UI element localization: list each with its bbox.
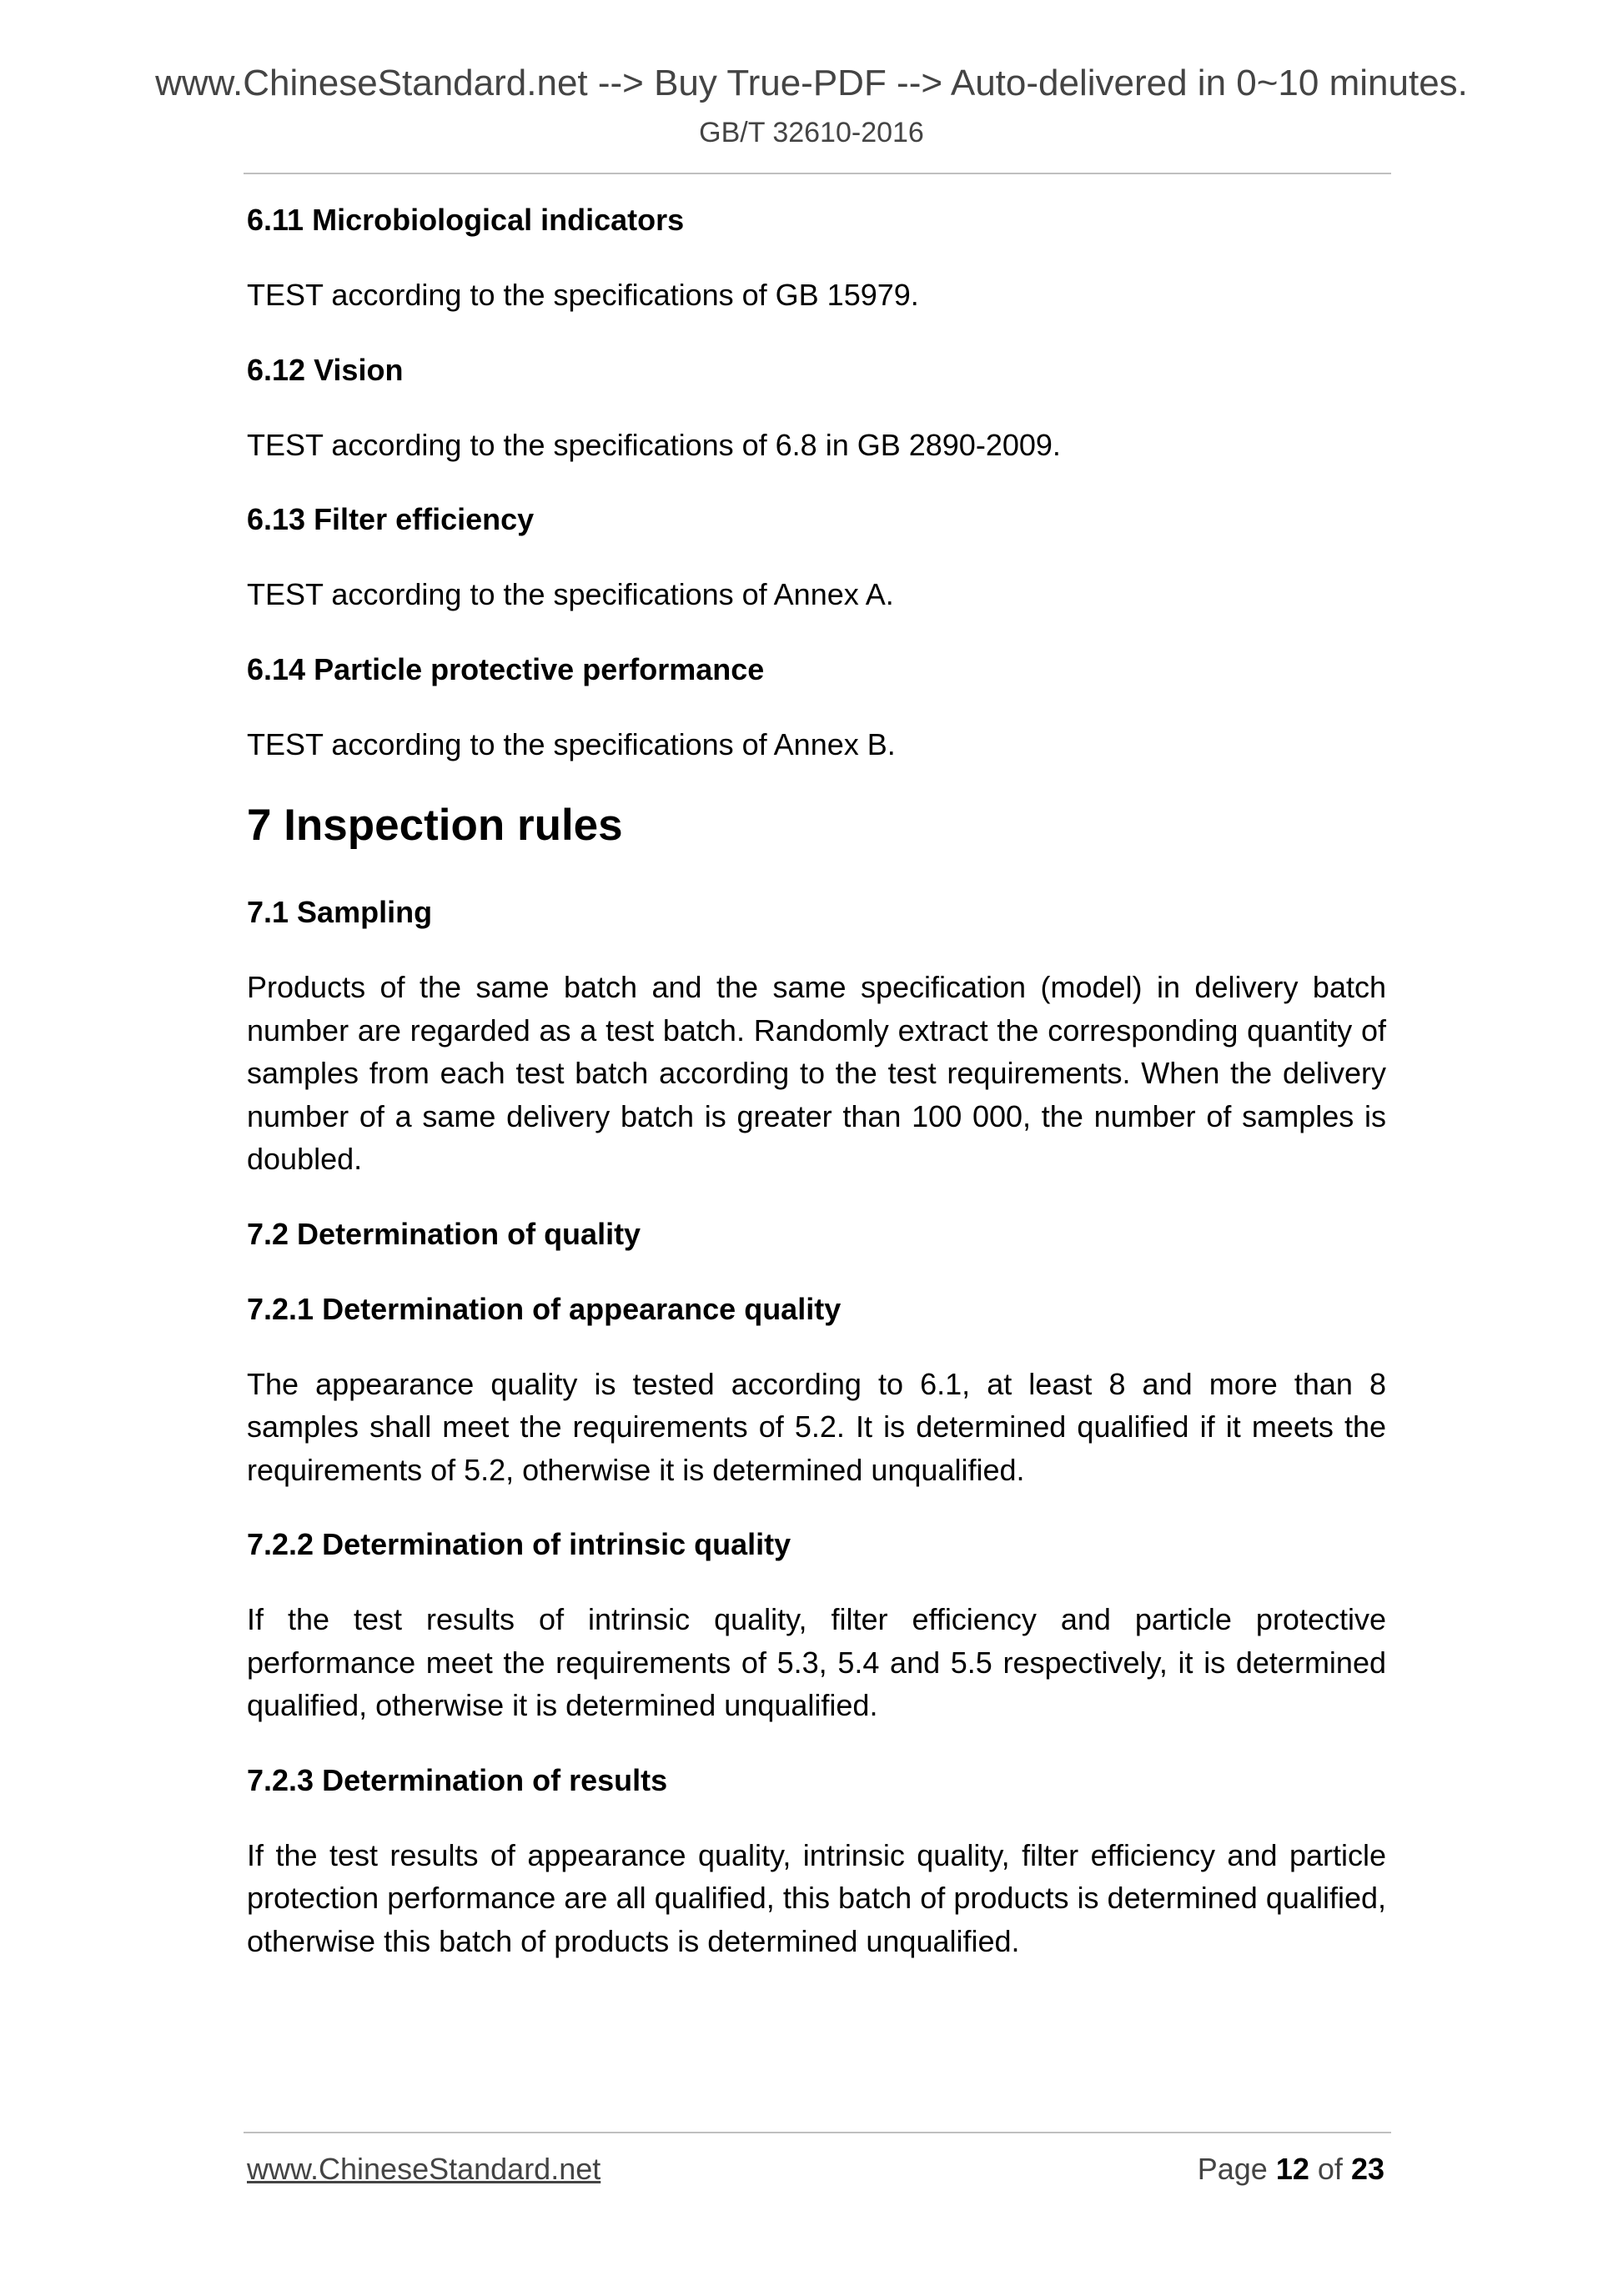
paragraph-6-13: TEST according to the specifications of Annex A. <box>247 577 894 611</box>
heading-6-14: 6.14 Particle protective performance <box>247 651 765 686</box>
heading-6-11: 6.11 Microbiological indicators <box>247 203 685 237</box>
heading-6-12: 6.12 Vision <box>247 352 404 387</box>
page-total: 23 <box>1350 2152 1384 2186</box>
footer-website-link[interactable]: www.ChineseStandard.net <box>247 2152 601 2186</box>
standard-code: GB/T 32610-2016 <box>699 117 924 148</box>
document-body <box>247 198 1386 1994</box>
header-divider <box>244 173 1391 174</box>
heading-7-2-1: 7.2.1 Determination of appearance quality <box>247 1291 842 1326</box>
heading-7-2-2: 7.2.2 Determination of intrinsic quality <box>247 1527 791 1561</box>
paragraph-7-2-3: If the test results of appearance quality, intrinsic quality, filter efficiency and particle protection performance are all qualified, this batch of products is determined qualified, otherwise this batch of products is determined unqualified. <box>247 1837 1386 1958</box>
heading-7: 7 Inspection rules <box>247 801 623 850</box>
footer-divider <box>244 2132 1391 2133</box>
paragraph-7-1: Products of the same batch and the same specification (model) in delivery batch number are regarded as a test batch. Randomly extract the corresponding quantity of samples from each test batch according to the test requirements. When the delivery number of a same delivery batch is greater than 100 000, the number of samples is doubled. <box>247 970 1386 1176</box>
heading-7-2: 7.2 Determination of quality <box>247 1216 641 1251</box>
paragraph-7-2-2: If the test results of intrinsic quality, filter efficiency and particle protective performance meet the requirements of 5.3, 5.4 and 5.5 respectively, it is determined qualified, otherwise it is determined unqualified. <box>247 1602 1386 1722</box>
page-number: 12 <box>1275 2152 1309 2186</box>
page-indicator <box>1198 2152 1384 2187</box>
heading-7-2-3: 7.2.3 Determination of results <box>247 1762 668 1797</box>
heading-7-1: 7.1 Sampling <box>247 895 433 929</box>
heading-6-13: 6.13 Filter efficiency <box>247 502 535 536</box>
top-banner: www.ChineseStandard.net --> Buy True-PDF --> Auto-delivered in 0~10 minutes. <box>155 63 1468 103</box>
paragraph-6-12: TEST according to the specifications of 6.8 in GB 2890-2009. <box>247 427 1061 462</box>
page-of: of <box>1317 2152 1343 2186</box>
page-prefix: Page <box>1197 2152 1268 2186</box>
paragraph-7-2-1: The appearance quality is tested according to 6.1, at least 8 and more than 8 samples shall meet the requirements of 5.2. It is determined qualified if it meets the requirements of 5.2, otherwise it is determined unqualified. <box>247 1366 1386 1487</box>
paragraph-6-11: TEST according to the specifications of GB 15979. <box>247 278 919 312</box>
paragraph-6-14: TEST according to the specifications of Annex B. <box>247 726 896 761</box>
